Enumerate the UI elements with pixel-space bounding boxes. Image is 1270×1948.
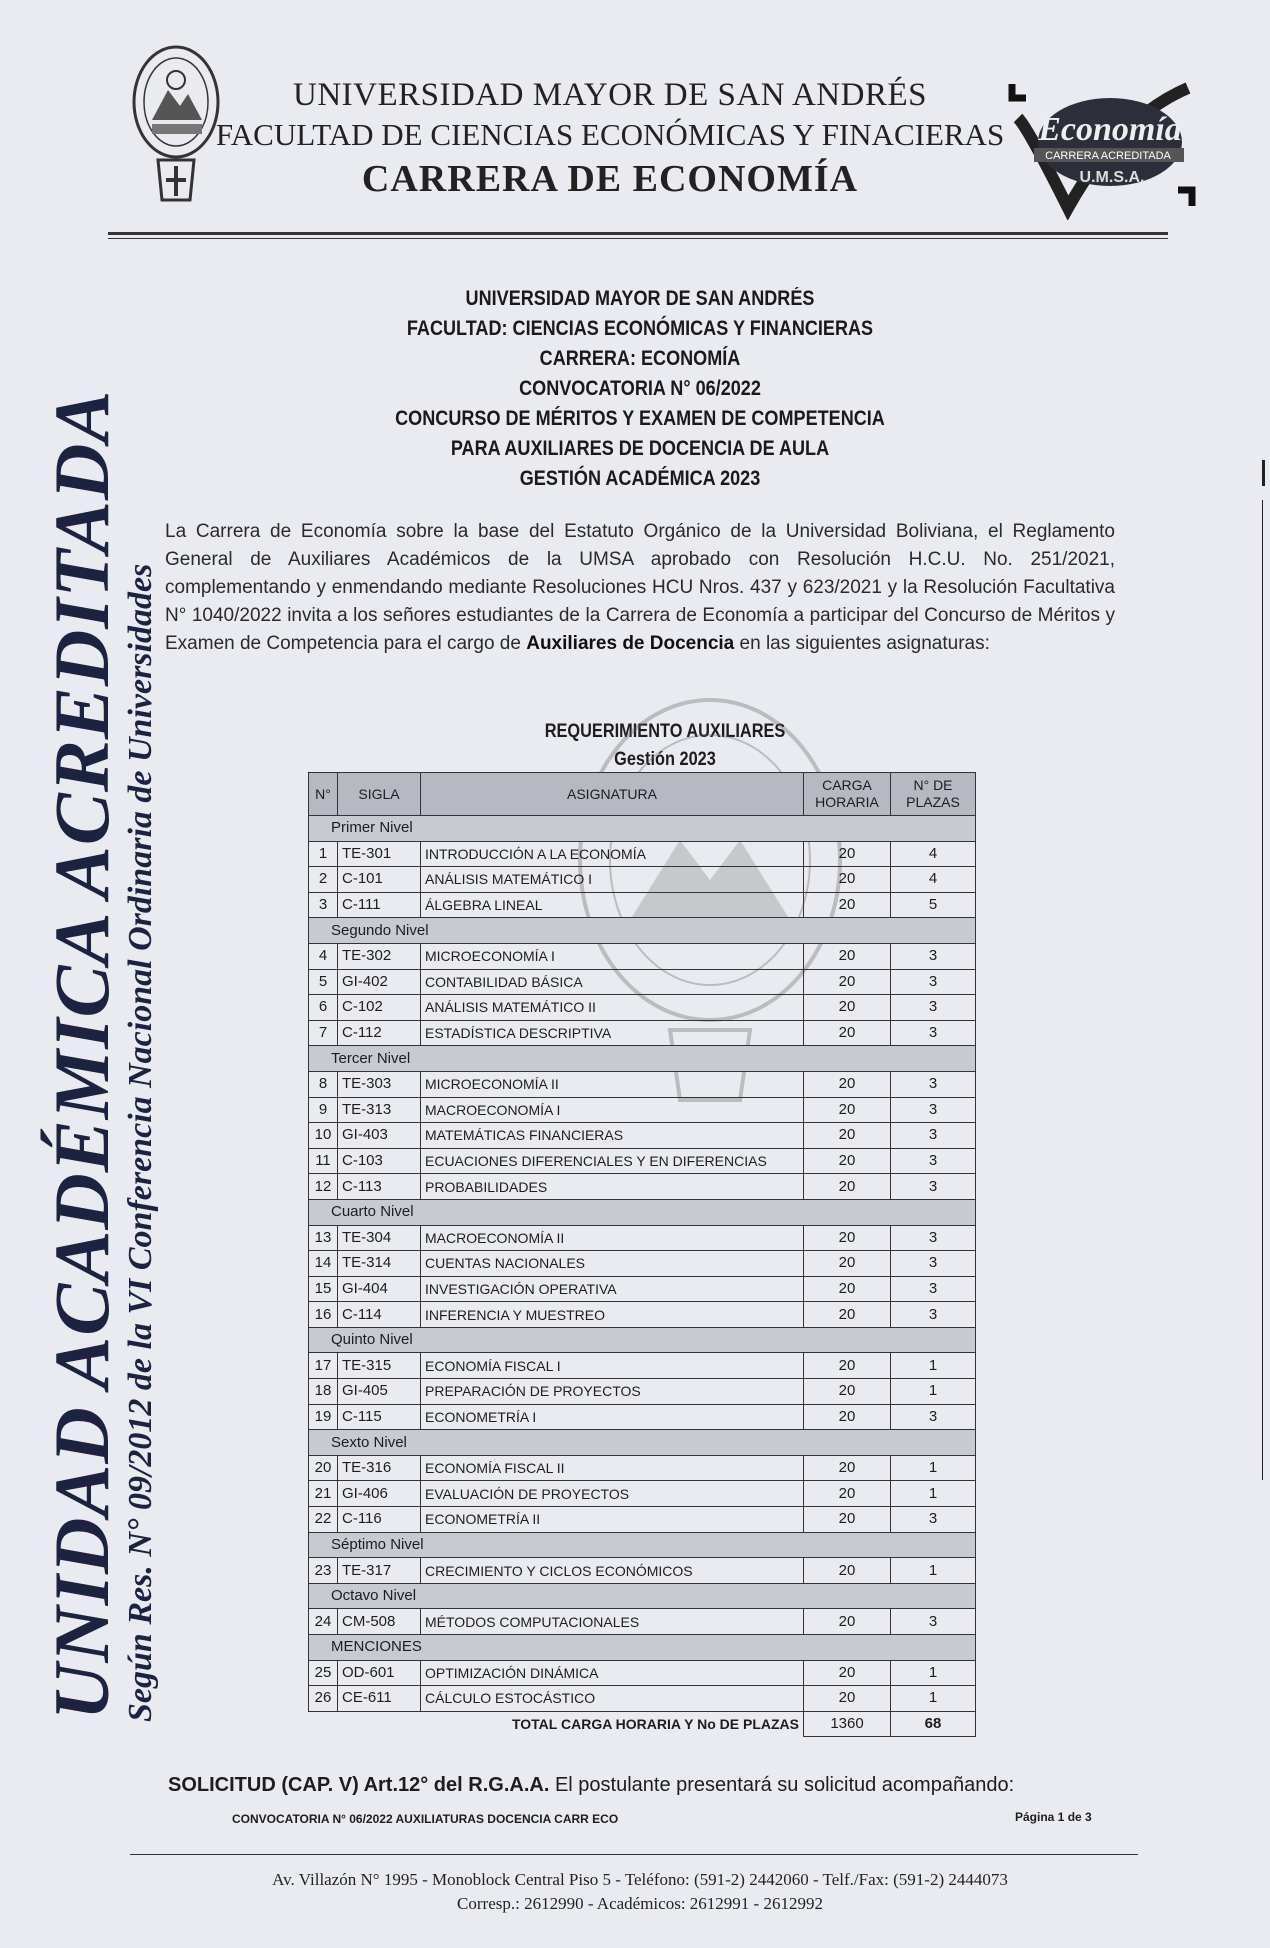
- subject-code: TE-304: [338, 1225, 421, 1251]
- subject-hours: 20: [804, 1609, 891, 1635]
- subject-places: 3: [891, 1123, 976, 1149]
- row-number: 3: [309, 892, 338, 918]
- solicitud-text: El postulante presentará su solicitud acompañando:: [549, 1774, 1015, 1796]
- subject-hours: 20: [804, 1148, 891, 1174]
- title-line: PARA AUXILIARES DE DOCENCIA DE AULA: [450, 437, 830, 460]
- table-row: [309, 1481, 976, 1507]
- row-number: 13: [309, 1225, 338, 1251]
- letterhead-faculty: FACULTAD DE CIENCIAS ECONÓMICAS Y FINACIERAS: [215, 117, 1005, 152]
- subject-places: 4: [891, 867, 976, 893]
- subject-name: ECONOMETRÍA I: [421, 1404, 804, 1430]
- row-number: 18: [309, 1379, 338, 1405]
- row-number: 5: [309, 969, 338, 995]
- table-level-row: [309, 1327, 976, 1353]
- header-divider: [108, 232, 1168, 235]
- subject-name: ECUACIONES DIFERENCIALES Y EN DIFERENCIAS: [421, 1148, 804, 1174]
- title-line: GESTIÓN ACADÉMICA 2023: [519, 467, 761, 490]
- table-row: [309, 1251, 976, 1277]
- subject-code: TE-316: [338, 1455, 421, 1481]
- subject-name: ANÁLISIS MATEMÁTICO II: [421, 995, 804, 1021]
- table-row: [309, 867, 976, 893]
- table-row: [309, 1660, 976, 1686]
- total-hours: 1360: [804, 1711, 891, 1737]
- subject-name: ÁLGEBRA LINEAL: [421, 892, 804, 918]
- subject-code: OD-601: [338, 1660, 421, 1686]
- letterhead: [200, 75, 1020, 203]
- subject-places: 3: [891, 1097, 976, 1123]
- address-line: Av. Villazón N° 1995 - Monoblock Central Piso 5 - Teléfono: (591-2) 2442060 - Telf./Fax: (591-2) 2444073: [272, 1870, 1008, 1889]
- table-row: [309, 1404, 976, 1430]
- subject-name: ECONOMÍA FISCAL II: [421, 1455, 804, 1481]
- subject-places: 3: [891, 1174, 976, 1200]
- subject-places: 1: [891, 1686, 976, 1712]
- subject-code: TE-301: [338, 841, 421, 867]
- subject-name: ECONOMÍA FISCAL I: [421, 1353, 804, 1379]
- table-row: [309, 943, 976, 969]
- solicitud-bold: SOLICITUD (CAP. V) Art.12° del R.G.A.A.: [168, 1774, 550, 1796]
- row-number: 20: [309, 1455, 338, 1481]
- subject-hours: 20: [804, 1071, 891, 1097]
- level-label: MENCIONES: [309, 1635, 976, 1661]
- table-row: [309, 1225, 976, 1251]
- scan-edge-line: [1262, 500, 1263, 1480]
- subject-hours: 20: [804, 1302, 891, 1328]
- subject-name: INFERENCIA Y MUESTREO: [421, 1302, 804, 1328]
- level-label: Segundo Nivel: [309, 918, 976, 944]
- intro-text-end: en las siguientes asignaturas:: [734, 633, 990, 654]
- side-banner-resolution: Según Res. N° 09/2012 de la VI Conferencia Nacional Ordinaria de Universidades: [122, 563, 159, 1722]
- side-banner-accreditation: UNIDAD ACADÉMICA ACREDITADA: [38, 389, 125, 1720]
- col-header-subject: ASIGNATURA: [421, 773, 804, 816]
- subject-code: C-113: [338, 1174, 421, 1200]
- subject-places: 1: [891, 1558, 976, 1584]
- intro-text: La Carrera de Economía sobre la base del Estatuto Orgánico de la Universidad Boliviana, el Reglamento General de Auxiliares Académicos de la UMSA aprobado con Resolución H.C.U. No. 251/2021, complementando y enmendando mediante Resoluciones HCU Nros. 437 y 623/2021 y la Resolución Facultativa N° 1040/2022 invita a los señores estudiantes de la Carrera de Economía a participar del Concurso de Méritos y Examen de Competencia para el cargo de: [165, 521, 1115, 654]
- subject-hours: 20: [804, 1097, 891, 1123]
- subject-hours: 20: [804, 1455, 891, 1481]
- table-row: [309, 1302, 976, 1328]
- subject-code: C-115: [338, 1404, 421, 1430]
- svg-text:CARRERA ACREDITADA: CARRERA ACREDITADA: [1045, 150, 1171, 162]
- row-number: 6: [309, 995, 338, 1021]
- row-number: 2: [309, 867, 338, 893]
- subject-name: MICROECONOMÍA I: [421, 943, 804, 969]
- level-label: Sexto Nivel: [309, 1430, 976, 1456]
- subject-hours: 20: [804, 1020, 891, 1046]
- subject-hours: 20: [804, 1379, 891, 1405]
- subject-places: 3: [891, 1302, 976, 1328]
- subject-hours: 20: [804, 841, 891, 867]
- subject-name: CUENTAS NACIONALES: [421, 1251, 804, 1277]
- subject-code: TE-303: [338, 1071, 421, 1097]
- contact-line: Corresp.: 2612990 - Académicos: 2612991 - 2612992: [457, 1894, 823, 1913]
- subject-code: TE-315: [338, 1353, 421, 1379]
- total-places: 68: [891, 1711, 976, 1737]
- requirements-table-body: [309, 816, 976, 1712]
- row-number: 26: [309, 1686, 338, 1712]
- row-number: 24: [309, 1609, 338, 1635]
- subject-code: CM-508: [338, 1609, 421, 1635]
- row-number: 1: [309, 841, 338, 867]
- subject-name: EVALUACIÓN DE PROYECTOS: [421, 1481, 804, 1507]
- title-line: FACULTAD: CIENCIAS ECONÓMICAS Y FINANCIERAS: [406, 317, 874, 340]
- level-label: Cuarto Nivel: [309, 1199, 976, 1225]
- row-number: 16: [309, 1302, 338, 1328]
- subject-hours: 20: [804, 1660, 891, 1686]
- subject-places: 1: [891, 1660, 976, 1686]
- subject-places: 3: [891, 1507, 976, 1533]
- subject-name: MACROECONOMÍA I: [421, 1097, 804, 1123]
- subject-places: 3: [891, 1404, 976, 1430]
- subject-places: 1: [891, 1379, 976, 1405]
- col-header-code: SIGLA: [338, 773, 421, 816]
- level-label: Séptimo Nivel: [309, 1532, 976, 1558]
- svg-text:Economía: Economía: [1038, 111, 1182, 148]
- svg-text:U.M.S.A.: U.M.S.A.: [1079, 169, 1145, 186]
- subject-name: ECONOMETRÍA II: [421, 1507, 804, 1533]
- subject-hours: 20: [804, 1123, 891, 1149]
- table-level-row: [309, 1046, 976, 1072]
- subject-code: C-103: [338, 1148, 421, 1174]
- table-row: [309, 1020, 976, 1046]
- table-row: [309, 1558, 976, 1584]
- total-label: TOTAL CARGA HORARIA Y No DE PLAZAS: [338, 1711, 804, 1737]
- table-level-row: [309, 918, 976, 944]
- subject-hours: 20: [804, 867, 891, 893]
- level-label: Octavo Nivel: [309, 1583, 976, 1609]
- row-number: 25: [309, 1660, 338, 1686]
- subject-name: INVESTIGACIÓN OPERATIVA: [421, 1276, 804, 1302]
- row-number: 17: [309, 1353, 338, 1379]
- row-number: 12: [309, 1174, 338, 1200]
- subject-name: MICROECONOMÍA II: [421, 1071, 804, 1097]
- subject-code: GI-402: [338, 969, 421, 995]
- subject-code: C-116: [338, 1507, 421, 1533]
- subject-places: 5: [891, 892, 976, 918]
- subject-code: GI-403: [338, 1123, 421, 1149]
- subject-hours: 20: [804, 995, 891, 1021]
- table-row: [309, 1148, 976, 1174]
- table-level-row: [309, 816, 976, 842]
- row-number: 21: [309, 1481, 338, 1507]
- subject-hours: 20: [804, 1251, 891, 1277]
- subject-hours: 20: [804, 943, 891, 969]
- subject-name: CRECIMIENTO Y CICLOS ECONÓMICOS: [421, 1558, 804, 1584]
- subject-places: 3: [891, 1225, 976, 1251]
- subject-code: C-101: [338, 867, 421, 893]
- subject-name: PREPARACIÓN DE PROYECTOS: [421, 1379, 804, 1405]
- subject-code: C-112: [338, 1020, 421, 1046]
- subject-code: GI-406: [338, 1481, 421, 1507]
- subject-hours: 20: [804, 969, 891, 995]
- subject-code: TE-317: [338, 1558, 421, 1584]
- table-header-row: [309, 773, 976, 816]
- page-number: Página 1 de 3: [1015, 1810, 1092, 1824]
- subject-code: GI-405: [338, 1379, 421, 1405]
- level-label: Primer Nivel: [309, 816, 976, 842]
- subject-code: C-114: [338, 1302, 421, 1328]
- subject-code: C-111: [338, 892, 421, 918]
- accreditation-logo-icon: [1008, 78, 1196, 220]
- footer-address: [160, 1868, 1120, 1916]
- subject-name: MÉTODOS COMPUTACIONALES: [421, 1609, 804, 1635]
- row-number: 14: [309, 1251, 338, 1277]
- subject-code: TE-314: [338, 1251, 421, 1277]
- intro-paragraph: [165, 518, 1115, 658]
- row-number: 22: [309, 1507, 338, 1533]
- title-line: UNIVERSIDAD MAYOR DE SAN ANDRÉS: [465, 287, 815, 310]
- requirement-title: REQUERIMIENTO AUXILIARES: [544, 721, 786, 742]
- solicitud-line: [168, 1774, 1014, 1797]
- table-row: [309, 1609, 976, 1635]
- subject-hours: 20: [804, 1558, 891, 1584]
- subject-code: TE-313: [338, 1097, 421, 1123]
- table-row: [309, 1353, 976, 1379]
- table-row: [309, 969, 976, 995]
- row-number: 10: [309, 1123, 338, 1149]
- title-line: CONCURSO DE MÉRITOS Y EXAMEN DE COMPETENCIA: [395, 407, 885, 430]
- row-number: 4: [309, 943, 338, 969]
- title-line: CARRERA: ECONOMÍA: [539, 347, 741, 370]
- table-row: [309, 1455, 976, 1481]
- subject-hours: 20: [804, 892, 891, 918]
- table-row: [309, 1174, 976, 1200]
- col-header-places: N° DE PLAZAS: [891, 773, 976, 816]
- subject-places: 3: [891, 995, 976, 1021]
- table-row: [309, 841, 976, 867]
- row-number: 19: [309, 1404, 338, 1430]
- table-level-row: [309, 1430, 976, 1456]
- subject-hours: 20: [804, 1225, 891, 1251]
- subject-places: 1: [891, 1455, 976, 1481]
- subject-places: 1: [891, 1481, 976, 1507]
- subject-places: 3: [891, 1251, 976, 1277]
- level-label: Tercer Nivel: [309, 1046, 976, 1072]
- subject-code: C-102: [338, 995, 421, 1021]
- subject-places: 4: [891, 841, 976, 867]
- subject-places: 3: [891, 1071, 976, 1097]
- subject-name: MACROECONOMÍA II: [421, 1225, 804, 1251]
- table-total-row: [309, 1711, 976, 1737]
- table-row: [309, 1123, 976, 1149]
- subject-name: PROBABILIDADES: [421, 1174, 804, 1200]
- table-row: [309, 995, 976, 1021]
- row-number: 8: [309, 1071, 338, 1097]
- subject-hours: 20: [804, 1507, 891, 1533]
- table-level-row: [309, 1635, 976, 1661]
- row-number: 9: [309, 1097, 338, 1123]
- subject-hours: 20: [804, 1686, 891, 1712]
- subject-places: 3: [891, 1609, 976, 1635]
- subject-name: ESTADÍSTICA DESCRIPTIVA: [421, 1020, 804, 1046]
- subject-hours: 20: [804, 1404, 891, 1430]
- subject-places: 3: [891, 1148, 976, 1174]
- table-level-row: [309, 1583, 976, 1609]
- letterhead-career: CARRERA DE ECONOMÍA: [361, 158, 859, 200]
- table-row: [309, 1097, 976, 1123]
- table-row: [309, 892, 976, 918]
- subject-places: 3: [891, 943, 976, 969]
- subject-code: TE-302: [338, 943, 421, 969]
- letterhead-university: UNIVERSIDAD MAYOR DE SAN ANDRÉS: [292, 77, 927, 113]
- subject-name: ANÁLISIS MATEMÁTICO I: [421, 867, 804, 893]
- footer-divider: [130, 1854, 1138, 1855]
- subject-hours: 20: [804, 1276, 891, 1302]
- subject-places: 3: [891, 1276, 976, 1302]
- level-label: Quinto Nivel: [309, 1327, 976, 1353]
- subject-hours: 20: [804, 1353, 891, 1379]
- footer-reference: CONVOCATORIA N° 06/2022 AUXILIATURAS DOCENCIA CARR ECO: [232, 1812, 619, 1826]
- table-level-row: [309, 1199, 976, 1225]
- row-number: 15: [309, 1276, 338, 1302]
- subject-name: MATEMÁTICAS FINANCIERAS: [421, 1123, 804, 1149]
- requirement-subtitle: Gestión 2023: [614, 749, 716, 770]
- table-row: [309, 1276, 976, 1302]
- table-row: [309, 1379, 976, 1405]
- table-level-row: [309, 1532, 976, 1558]
- row-number: 7: [309, 1020, 338, 1046]
- header-divider-thin: [108, 238, 1168, 239]
- subject-code: CE-611: [338, 1686, 421, 1712]
- subject-name: CÁLCULO ESTOCÁSTICO: [421, 1686, 804, 1712]
- subject-name: OPTIMIZACIÓN DINÁMICA: [421, 1660, 804, 1686]
- subject-name: INTRODUCCIÓN A LA ECONOMÍA: [421, 841, 804, 867]
- subject-hours: 20: [804, 1174, 891, 1200]
- table-row: [309, 1686, 976, 1712]
- title-line: CONVOCATORIA N° 06/2022: [519, 377, 761, 400]
- subject-code: GI-404: [338, 1276, 421, 1302]
- subject-hours: 20: [804, 1481, 891, 1507]
- table-row: [309, 1507, 976, 1533]
- subject-places: 3: [891, 1020, 976, 1046]
- row-number: 11: [309, 1148, 338, 1174]
- col-header-number: N°: [309, 773, 338, 816]
- scan-edge-mark: [1262, 460, 1265, 486]
- announcement-title: [348, 284, 933, 494]
- col-header-hours: CARGA HORARIA: [804, 773, 891, 816]
- intro-bold: Auxiliares de Docencia: [526, 633, 735, 654]
- subject-places: 3: [891, 969, 976, 995]
- subject-name: CONTABILIDAD BÁSICA: [421, 969, 804, 995]
- requirements-table: [308, 772, 976, 1737]
- row-number: 23: [309, 1558, 338, 1584]
- table-row: [309, 1071, 976, 1097]
- subject-places: 1: [891, 1353, 976, 1379]
